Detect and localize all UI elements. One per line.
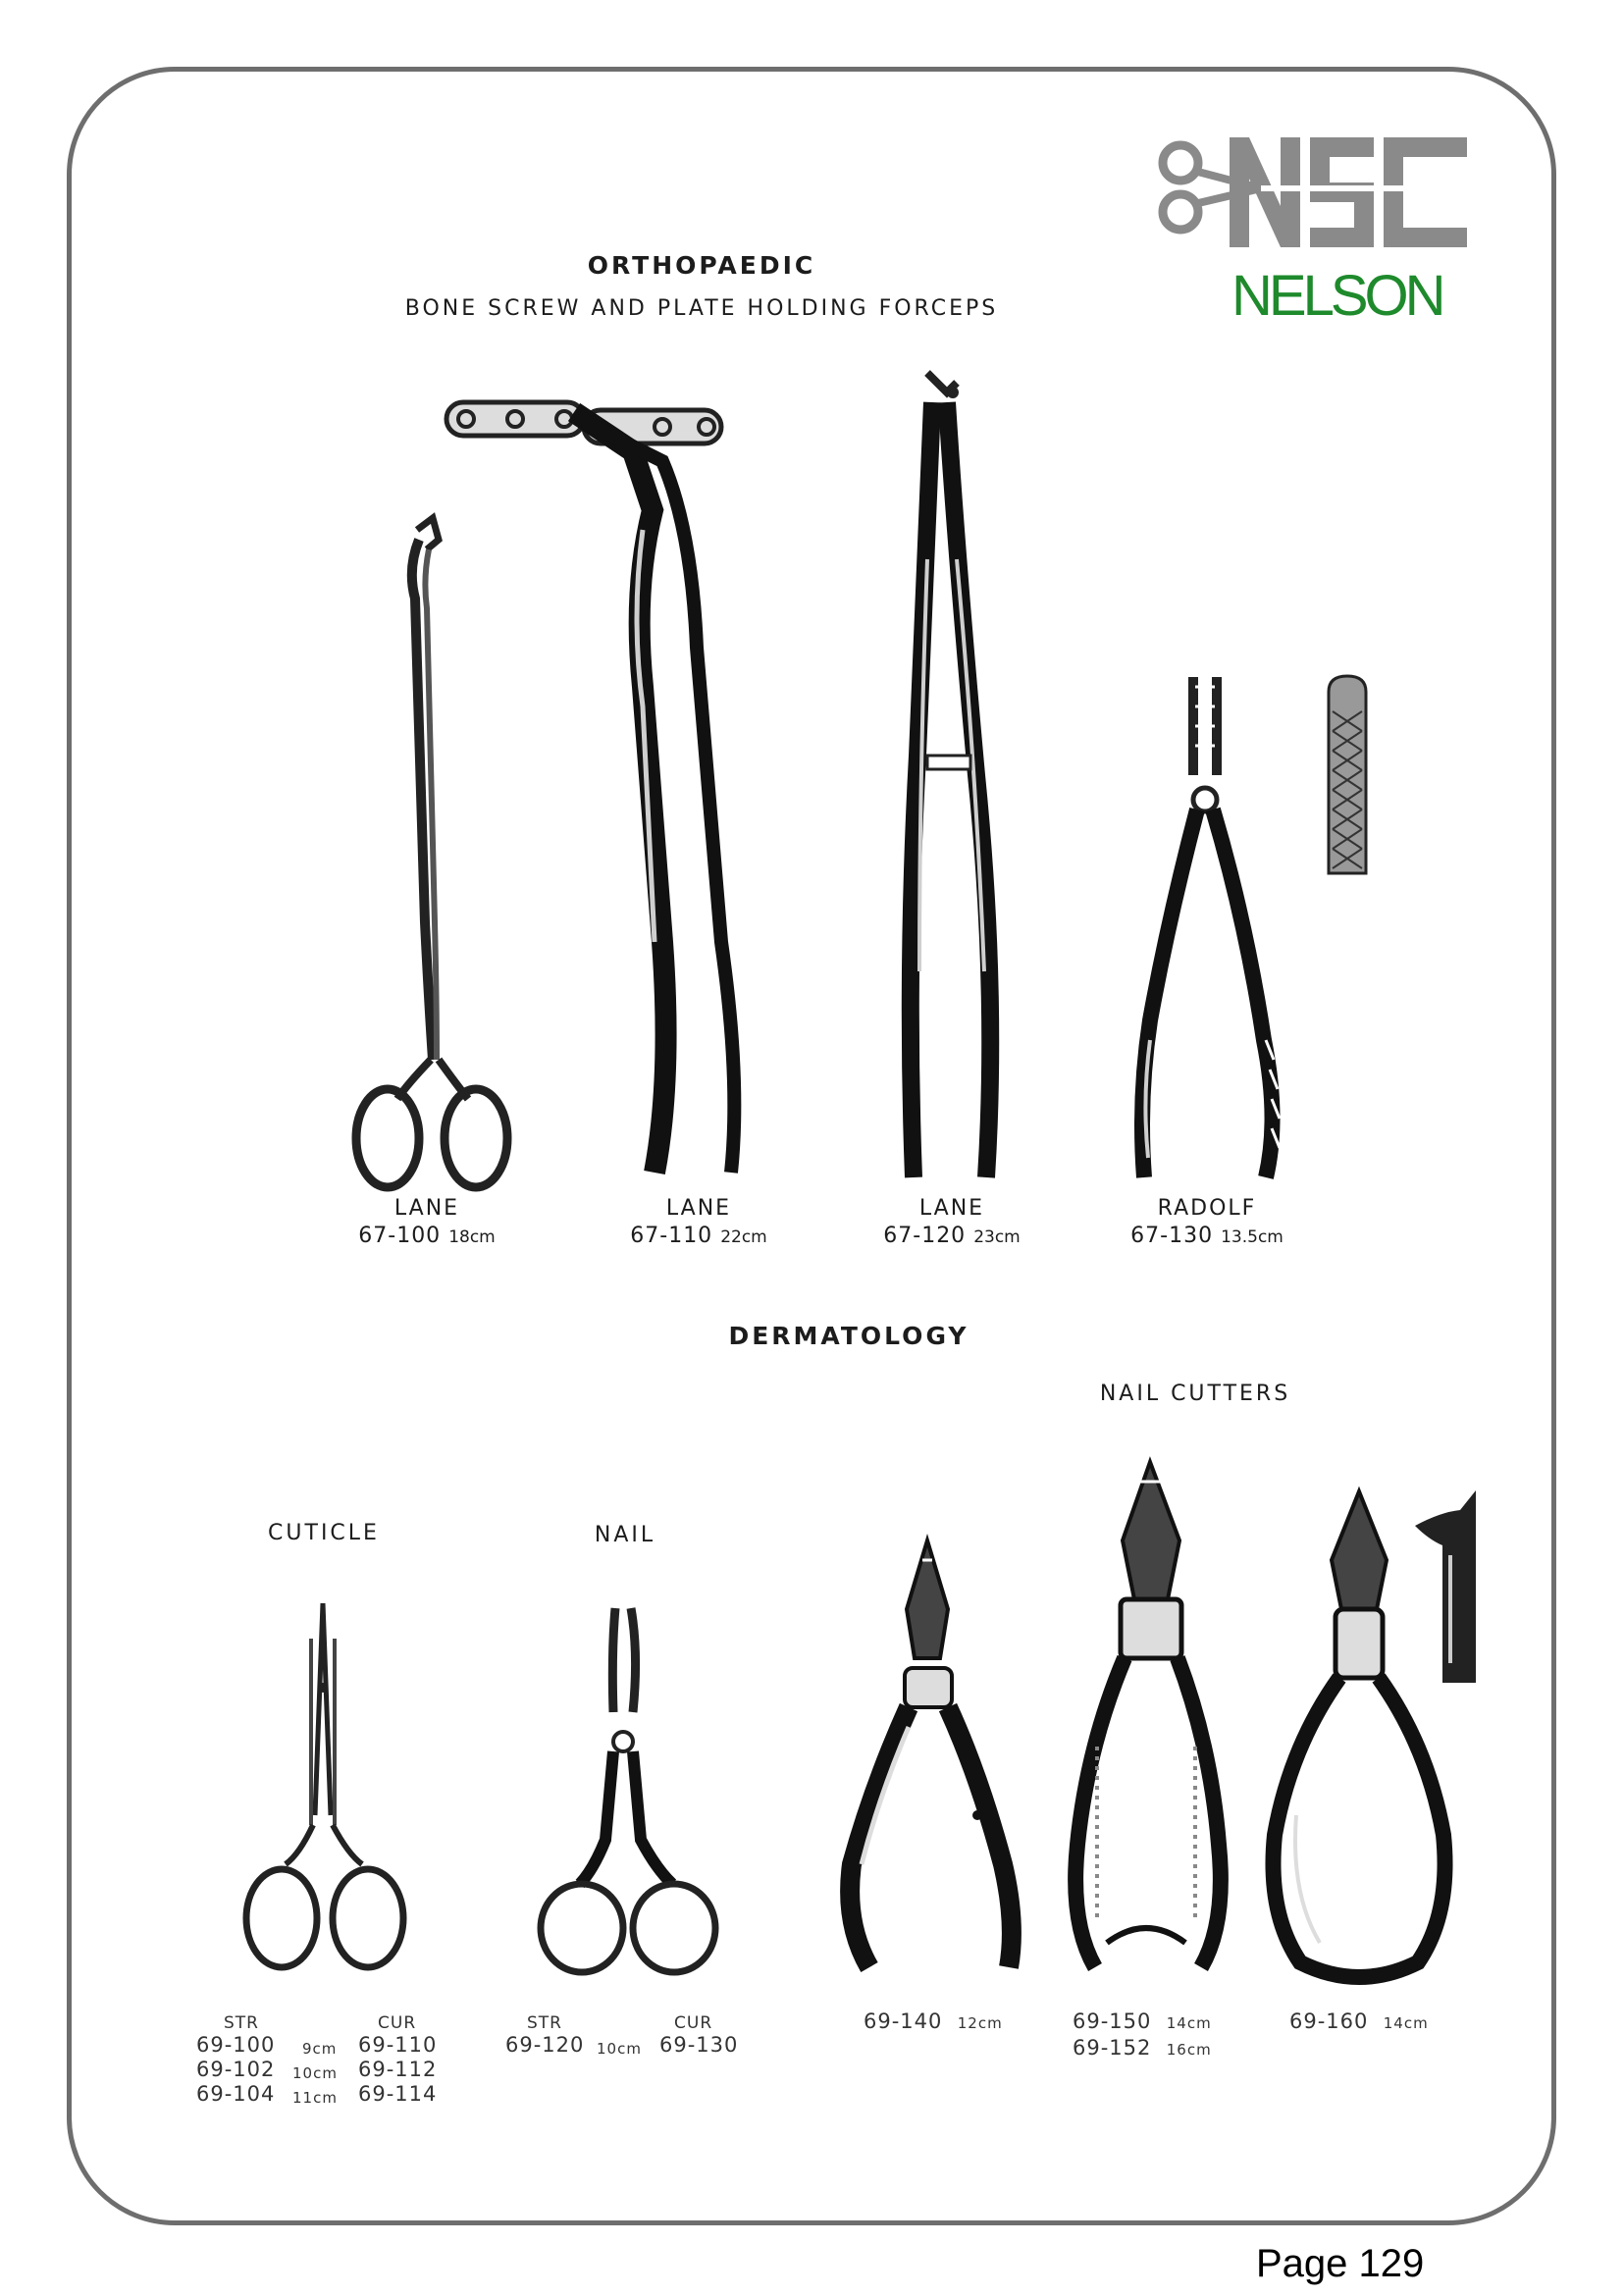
ortho-item-name: LANE — [393, 1196, 460, 1221]
ortho-item-size: 23cm — [973, 1227, 1021, 1247]
cuticle-str-header: STR — [224, 2013, 259, 2033]
brand-name: NELSON — [1231, 264, 1442, 328]
ortho-caption-1 — [358, 1195, 495, 1251]
nail-cutter-69-140-illustration — [834, 1531, 1030, 1977]
nail-cutters-label: NAIL CUTTERS — [1099, 1382, 1291, 1406]
cuticle-row: 69-100 9cm 69-110 — [196, 2033, 438, 2058]
ortho-subtitle: BONE SCREW AND PLATE HOLDING FORCEPS — [404, 296, 999, 321]
lane-forceps-67-110-illustration — [437, 392, 770, 1182]
nail-str-header: STR — [527, 2013, 562, 2033]
nail-row: 69-120 10cm 69-130 — [505, 2033, 739, 2058]
cutter-codes-2: 69-150 14cm 69-152 16cm — [1073, 2009, 1212, 2060]
ortho-item-name: LANE — [665, 1196, 732, 1221]
ortho-item-size: 22cm — [720, 1227, 767, 1247]
page-number: Page 129 — [1256, 2242, 1425, 2285]
ortho-item-size: 18cm — [448, 1227, 496, 1247]
ortho-item-code: 67-130 — [1130, 1224, 1214, 1248]
nail-codes — [505, 2011, 760, 2058]
ortho-item-size: 13.5cm — [1221, 1227, 1283, 1247]
cuticle-cur-header: CUR — [378, 2013, 417, 2033]
ortho-item-code: 67-110 — [630, 1224, 713, 1248]
ortho-title: ORTHOPAEDIC — [587, 251, 816, 280]
nail-cutter-jaw-detail-illustration — [1411, 1487, 1480, 1688]
radolf-jaw-detail-illustration — [1323, 672, 1372, 878]
derm-title: DERMATOLOGY — [728, 1322, 969, 1350]
ortho-caption-3 — [883, 1195, 1020, 1251]
nail-label: NAIL — [594, 1523, 656, 1547]
cuticle-row: 69-102 10cm 69-112 — [196, 2058, 438, 2082]
cuticle-codes — [196, 2011, 451, 2107]
cuticle-scissors-illustration — [240, 1599, 412, 1977]
ortho-caption-4 — [1130, 1195, 1283, 1251]
nsc-scissors-logo — [1153, 128, 1477, 255]
ortho-item-code: 67-120 — [883, 1224, 967, 1248]
cuticle-label: CUTICLE — [268, 1521, 380, 1545]
lane-forceps-67-120-illustration — [878, 363, 1035, 1182]
nail-cur-header: CUR — [674, 2013, 713, 2033]
cutter-codes-1: 69-140 12cm — [864, 2009, 1003, 2033]
cutter-codes-3: 69-160 14cm — [1289, 2009, 1429, 2033]
nail-scissors-illustration — [535, 1604, 721, 1977]
ortho-item-code: 67-100 — [358, 1224, 442, 1248]
cuticle-row: 69-104 11cm 69-114 — [196, 2082, 438, 2107]
ortho-item-name: RADOLF — [1157, 1196, 1257, 1221]
ortho-item-name: LANE — [918, 1196, 985, 1221]
radolf-forceps-67-130-illustration — [1109, 667, 1305, 1182]
nail-cutter-69-150-illustration — [1058, 1452, 1234, 1977]
ortho-caption-2 — [630, 1195, 766, 1251]
